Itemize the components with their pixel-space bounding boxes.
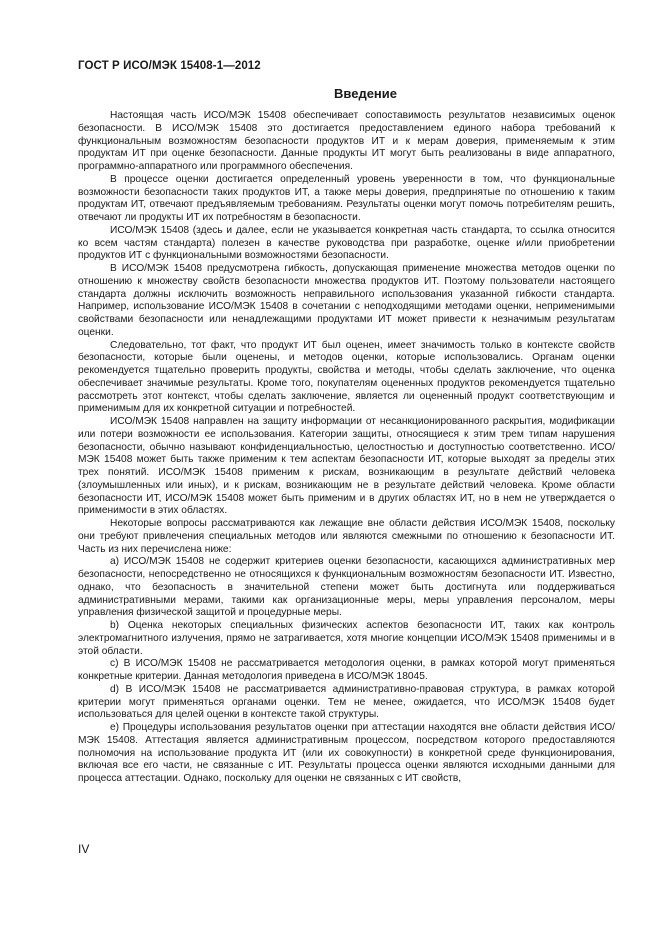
paragraph: ИСО/МЭК 15408 (здесь и далее, если не указывается конкретная часть стандарта, то ссылка относится ко всем частям стандарта) полезен в качестве руководства при разработке, оценке и/или приобретении продуктов ИТ с функциональными возможностями безопасности. xyxy=(78,224,615,262)
paragraph: В ИСО/МЭК 15408 предусмотрена гибкость, допускающая применение множества методов оценки по отношению к множеству свойств безопасности множества продуктов ИТ. Поэтому пользователи настоящего стандарта должны исключить возможность неправильного использования указанной гибкости стандарта. Например, использование ИСО/МЭК 15408 в сочетании с неподходящими методами оценки, неприменимыми свойствами безопасности или ненадлежащими продуктами ИТ может привести к незначимым результатам оценки. xyxy=(78,263,615,338)
body-text xyxy=(78,110,615,786)
paragraph: Следовательно, тот факт, что продукт ИТ был оценен, имеет значимость только в контексте свойств безопасности, которые были оценены, и методов оценки, которые использовались. Органам оценки рекомендуется тщательно проверить продукты, свойства и методы, чтобы сделать заключение, что оценка обеспечивает значимые результаты. Кроме того, покупателям оцененных продуктов рекомендуется тщательно рассмотреть этот контекст, чтобы сделать заключение, является ли оцененный продукт соответствующим и применимым для их конкретной ситуации и потребностей. xyxy=(78,339,615,415)
list-item-c: c) В ИСО/МЭК 15408 не рассматривается методология оценки, в рамках которой могут применяться конкретные критерии. Данная методология приведена в ИСО/МЭК 18045. xyxy=(78,658,615,682)
section-title: Введение xyxy=(334,86,397,101)
paragraph: Настоящая часть ИСО/МЭК 15408 обеспечивает сопоставимость результатов независимых оценок безопасности. В ИСО/МЭК 15408 это достигается предоставлением единого набора требований к функциональным возможностям безопасности продуктов ИТ и к мерам доверия, применяемым к этим продуктам ИТ при оценке безопасности. Данные продукты ИТ могут быть реализованы в виде аппаратного, программно-аппаратного или программного обеспечения. xyxy=(78,110,615,172)
page-number: IV xyxy=(78,842,90,856)
list-item-e: e) Процедуры использования результатов оценки при аттестации находятся вне области действия ИСО/МЭК 15408. Аттестация является административным процессом, посредством которого предоставляются полномочия на использование продукта ИТ (или их совокупности) в конкретной среде функционирования, включая все его части, не связанные с ИТ. Результаты процесса оценки являются исходными данными для процесса аттестации. Однако, поскольку для оценки не связанных с ИТ свойств, xyxy=(78,722,615,784)
list-item-d: d) В ИСО/МЭК 15408 не рассматривается административно-правовая структура, в рамках которой критерии могут применяться органами оценки. Тем не менее, ожидается, что ИСО/МЭК 15408 будет использоваться для целей оценки в контексте такой структуры. xyxy=(78,683,615,721)
paragraph: Некоторые вопросы рассматриваются как лежащие вне области действия ИСО/МЭК 15408, поскольку они требуют привлечения специальных методов или являются смежными по отношению к безопасности ИТ. Часть из них перечислена ниже: xyxy=(78,518,615,555)
paragraph: ИСО/МЭК 15408 направлен на защиту информации от несанкционированного раскрытия, модификации или потери возможности ее использования. Категории защиты, относящиеся к этим трем типам нарушения безопасности, обычно называют конфиденциальностью, целостностью и доступностью соответственно. ИСО/МЭК 15408 может быть также применим к тем аспектам безопасности ИТ, которые выходят за пределы этих трех понятий. ИСО/МЭК 15408 применим к рискам, возникающим в результате действий человека (злоумышленных или иных), и к рискам, возникающим не в результате действий человека. Кроме области безопасности ИТ, ИСО/МЭК 15408 может быть применим и в других областях ИТ, но в нем не утверждается о применимости в этих областях. xyxy=(78,416,615,517)
list-item-a: а) ИСО/МЭК 15408 не содержит критериев оценки безопасности, касающихся административных мер безопасности, непосредственно не относящихся к функциональным возможностям безопасности ИТ. Известно, однако, что безопасность в значительной степени может быть достигнута или поддерживаться административными мерами, такими как организационные меры, меры управления персоналом, меры управления физической защитой и процедурные меры. xyxy=(78,556,615,619)
document-header: ГОСТ Р ИСО/МЭК 15408-1—2012 xyxy=(78,60,261,72)
paragraph: В процессе оценки достигается определенный уровень уверенности в том, что функциональные возможности безопасности таких продуктов ИТ, а также меры доверия, предпринятые по отношению к таким продуктам ИТ, отвечают предъявляемым требованиям. Результаты оценки могут помочь потребителям решить, отвечают ли продукты ИТ их потребностям в безопасности. xyxy=(78,173,615,223)
list-item-b: b) Оценка некоторых специальных физических аспектов безопасности ИТ, таких как контроль электромагнитного излучения, прямо не затрагивается, хотя многие концепции ИСО/МЭК 15408 применимы и в этой области. xyxy=(78,620,615,657)
